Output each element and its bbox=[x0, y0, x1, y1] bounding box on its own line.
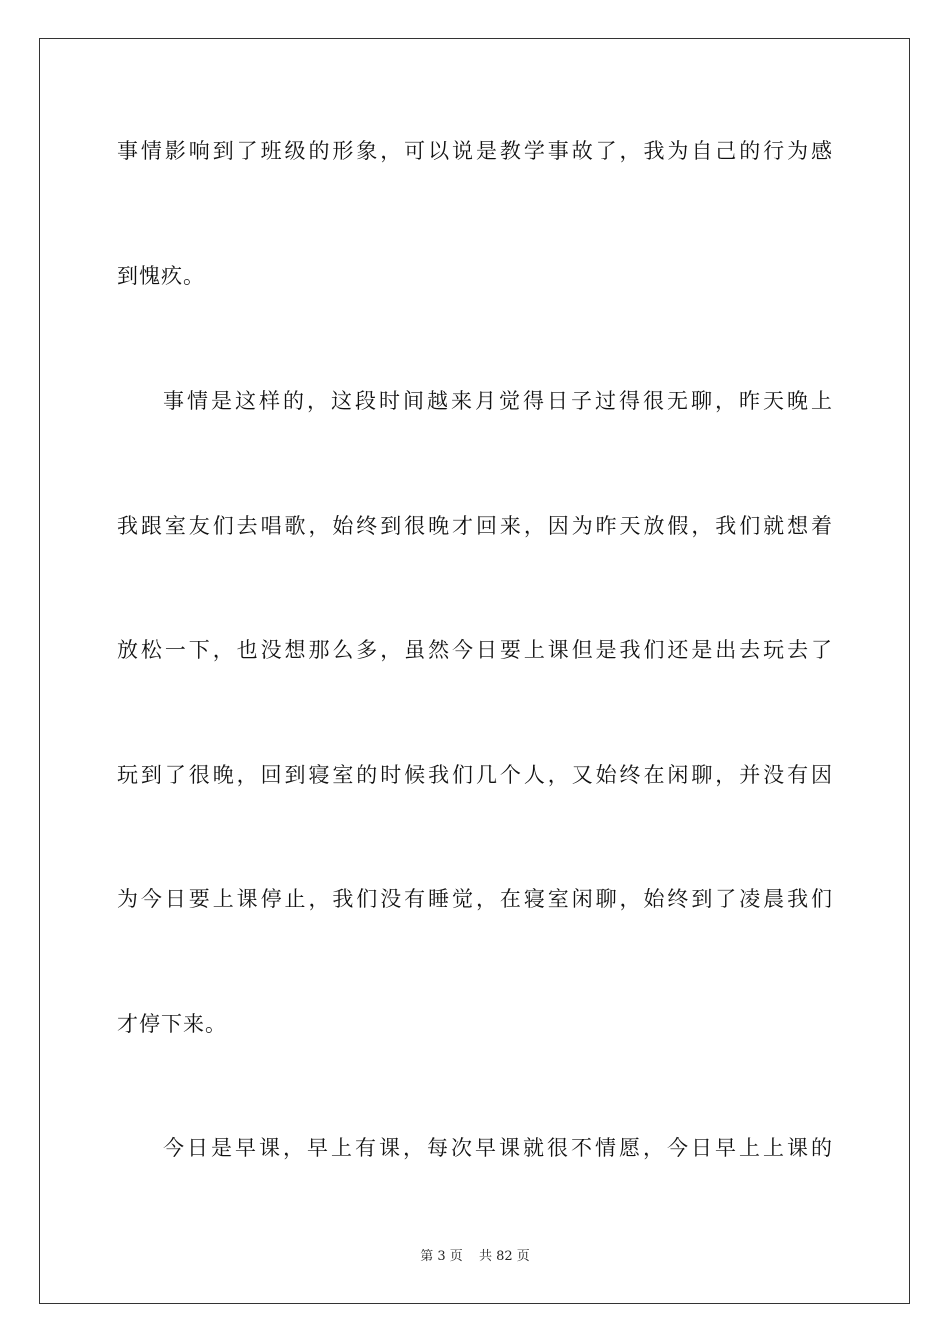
paragraph-start-line: 事情是这样的，这段时间越来月觉得日子过得很无聊，昨天晚上 bbox=[163, 389, 833, 413]
body-text-line: 事情影响到了班级的形象，可以说是教学事故了，我为自己的行为感 bbox=[117, 139, 833, 163]
body-text-line: 玩到了很晚，回到寝室的时候我们几个人，又始终在闲聊，并没有因 bbox=[117, 763, 833, 787]
paragraph-start-line: 今日是早课，早上有课，每次早课就很不情愿，今日早上上课的 bbox=[163, 1136, 833, 1160]
total-pages: 共 82 页 bbox=[478, 1249, 530, 1264]
body-text-line: 到愧疚。 bbox=[117, 264, 205, 288]
page-number: 第 3 页 bbox=[420, 1249, 463, 1264]
body-text-line: 为今日要上课停止，我们没有睡觉，在寝室闲聊，始终到了凌晨我们 bbox=[117, 887, 833, 911]
page-footer bbox=[0, 1245, 950, 1264]
body-text-line: 我跟室友们去唱歌，始终到很晚才回来，因为昨天放假，我们就想着 bbox=[117, 514, 833, 538]
page-border bbox=[39, 38, 910, 1304]
body-text-line: 放松一下，也没想那么多，虽然今日要上课但是我们还是出去玩去了 bbox=[117, 638, 833, 662]
body-text-line: 才停下来。 bbox=[117, 1012, 227, 1036]
